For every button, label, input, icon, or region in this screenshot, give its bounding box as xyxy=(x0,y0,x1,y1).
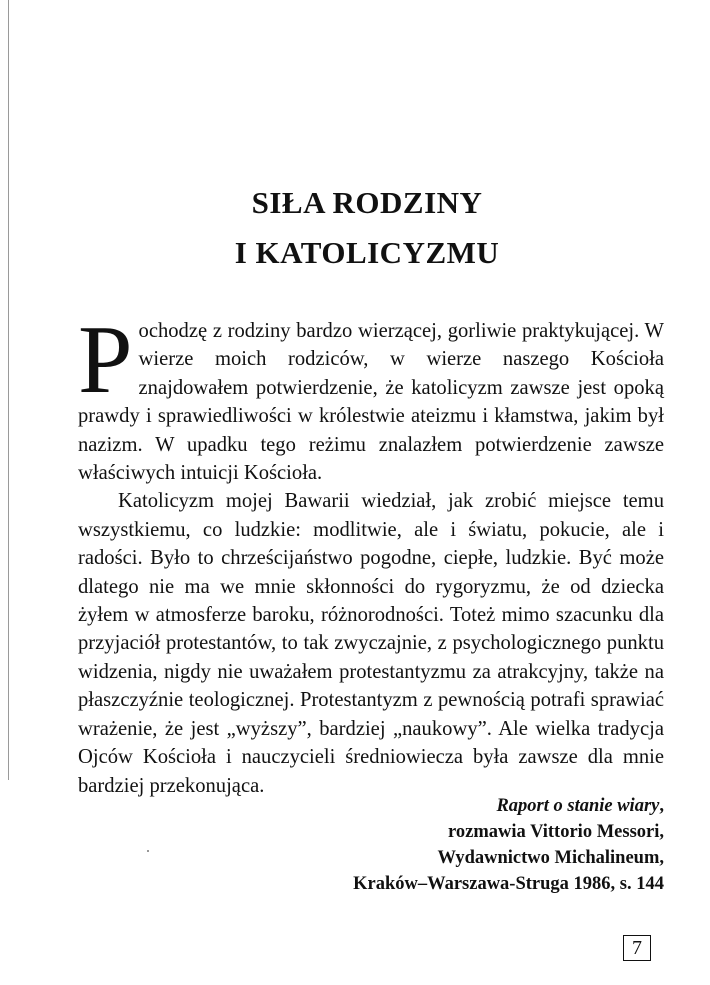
drop-cap: P xyxy=(78,306,133,414)
paragraph-1: ochodzę z rodziny bardzo wierzącej, gorliwie praktykującej. W wierze moich rodziców, w wierze naszego Kościoła znajdowałem potwierdzenie, że katolicyzm zawsze jest opoką prawdy i sprawiedliwości w królestwie ateizmu i kłamstwa, jakim był nazizm. W upadku tego reżimu znalazłem potwierdzenie zawsze właściwych intuicji Kościoła. xyxy=(78,320,664,485)
citation-line-1 xyxy=(164,793,664,819)
page-number: 7 xyxy=(623,935,651,961)
chapter-title-line-1: SIŁA RODZINY xyxy=(251,185,483,220)
paragraph-2: Katolicyzm mojej Bawarii wiedział, jak zrobić miejsce temu wszystkiemu, co ludzkie: modlitwie, ale i światu, pokucie, ale i radości. Było to chrześcijaństwo pogodne, ciepłe, ludzkie. Być może dlatego nie ma we mnie skłonności do rygoryzmu, że od dziecka żyłem w atmosferze baroku, różnorodności. Toteż mimo szacunku dla przyjaciół protestantów, to tak zwyczajnie, z psychologicznego punktu widzenia, nigdy nie uważałem protestantyzmu za atrakcyjny, także na płaszczyźnie teologicznej. Protestantyzm z pewnością potrafi sprawiać wrażenie, że jest „wyższy”, bardziej „naukowy”. Ale wielka tradycja Ojców Kościoła i nauczycieli średniowiecza była zawsze dla mnie bardziej przekonująca. xyxy=(78,490,664,797)
citation-book-suffix: , xyxy=(659,796,664,816)
citation-line-2: rozmawia Vittorio Messori, xyxy=(448,822,664,842)
citation-line-3: Wydawnictwo Michalineum, xyxy=(437,848,664,868)
chapter-title xyxy=(70,178,664,278)
citation-book-title: Raport o stanie wiary xyxy=(496,796,660,816)
body-text xyxy=(78,306,664,800)
chapter-title-line-2: I KATOLICYZMU xyxy=(234,235,500,270)
scan-edge-line xyxy=(8,0,9,780)
citation-line-4: Kraków–Warszawa-Struga 1986, s. 144 xyxy=(353,874,664,894)
citation xyxy=(164,793,664,897)
scan-speck xyxy=(147,850,149,852)
